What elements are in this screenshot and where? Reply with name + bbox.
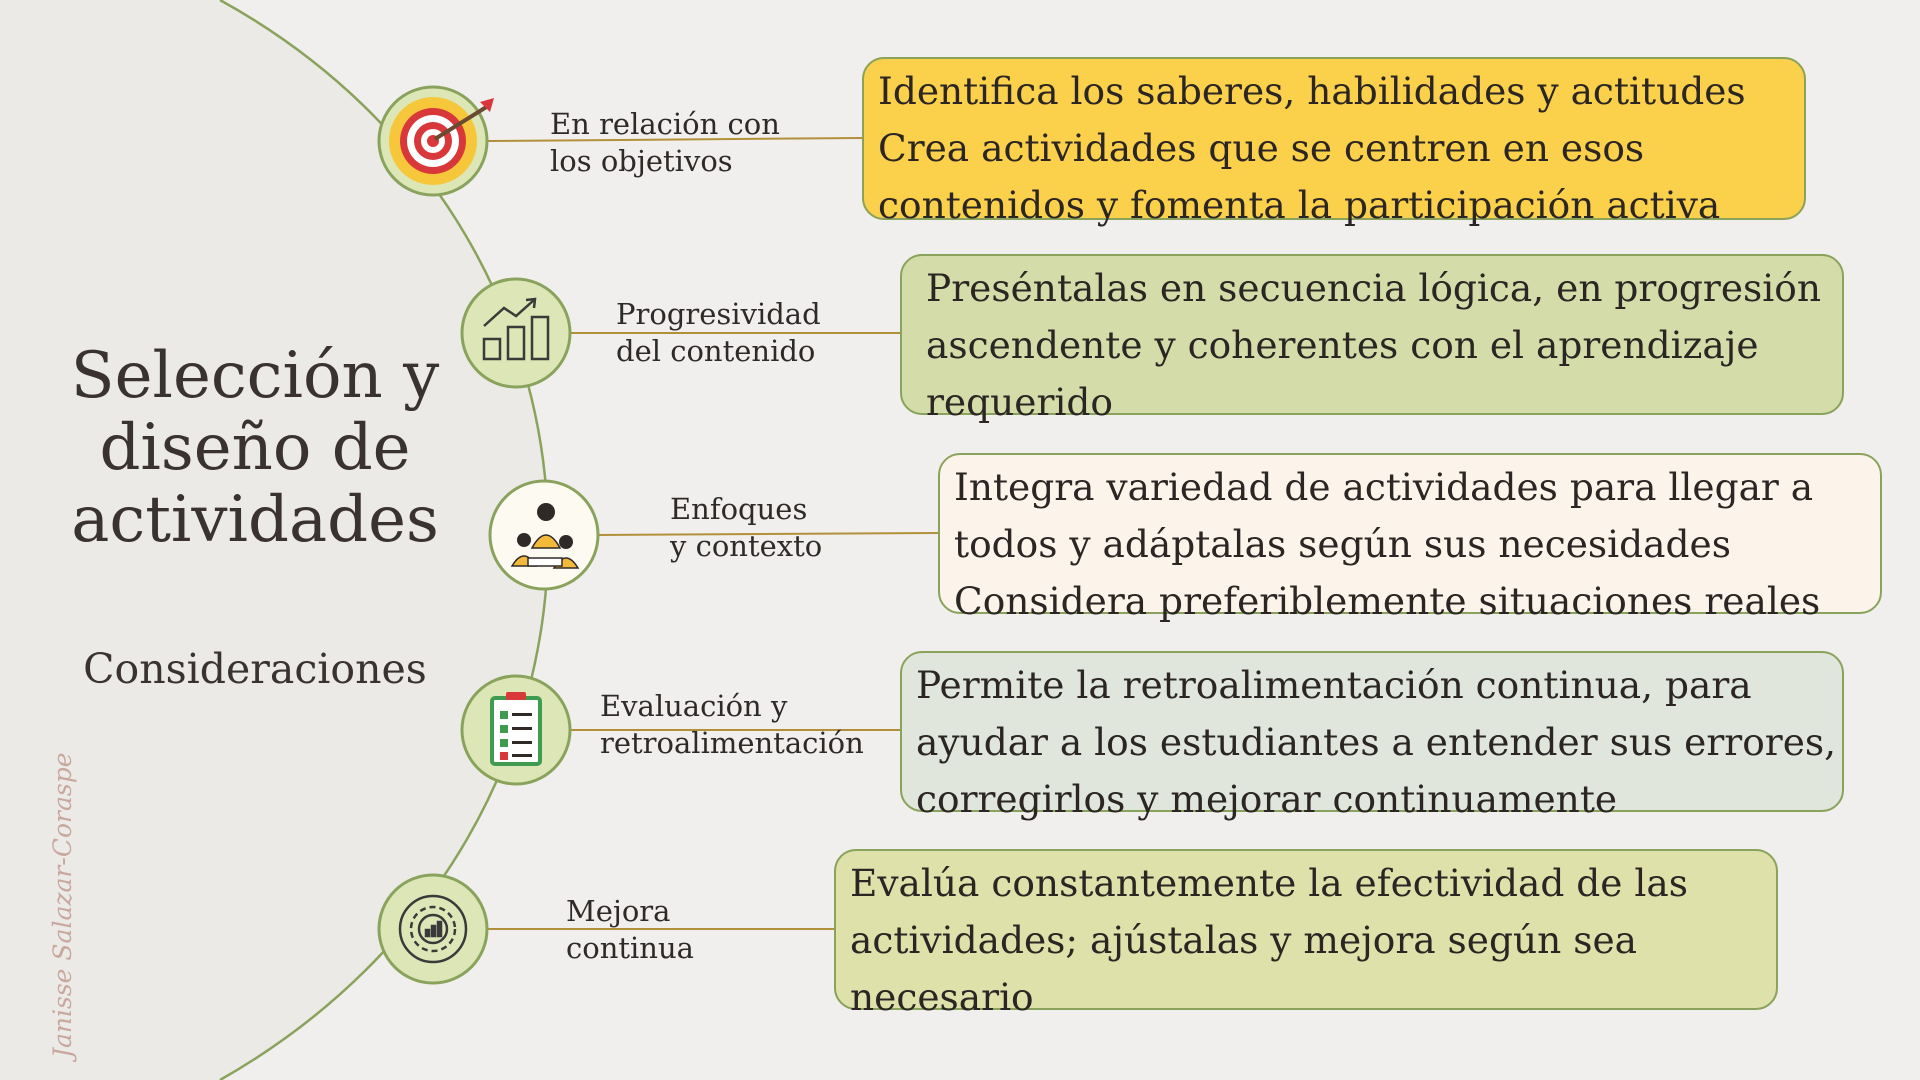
item-label-3-line-1: Enfoques [670, 492, 808, 526]
item-label-5 [566, 893, 694, 967]
item-label-5-line-2: continua [566, 931, 694, 965]
item-label-3 [670, 491, 822, 565]
main-title-line-2: diseño de [99, 411, 411, 485]
item-label-4-line-1: Evaluación y [600, 689, 788, 723]
content-box-1 [862, 57, 1806, 227]
checklist-clipboard-icon [492, 692, 540, 764]
content-box-4-line-1: Permite la retroalimentación continua, para [916, 663, 1752, 707]
content-box-3-line-3: Considera preferiblemente situaciones reales [954, 579, 1821, 623]
item-label-2-line-2: del contenido [616, 334, 816, 368]
content-box-4 [900, 651, 1844, 821]
item-label-1-line-1: En relación con [550, 107, 780, 141]
content-box-1-line-3: contenidos y fomenta la participación activa [878, 183, 1721, 227]
content-box-2-line-3: requerido [926, 380, 1113, 424]
content-box-1-line-2: Crea actividades que se centren en esos [878, 126, 1645, 170]
content-box-2-line-2: ascendente y coherentes con el aprendizaje [926, 323, 1759, 367]
content-box-2-line-1: Preséntalas en secuencia lógica, en progresión [926, 266, 1821, 310]
item-label-4 [600, 688, 864, 762]
content-box-4-line-3: corregirlos y mejorar continuamente [916, 777, 1618, 821]
content-box-5-line-2: actividades; ajústalas y mejora según sea [850, 918, 1638, 962]
item-label-4-line-2: retroalimentación [600, 726, 864, 760]
item-label-2-line-1: Progresividad [616, 297, 821, 331]
content-box-3-line-1: Integra variedad de actividades para llegar a [954, 465, 1814, 509]
content-box-2 [900, 254, 1844, 424]
content-box-3 [938, 453, 1882, 623]
content-box-3-line-2: todos y adáptalas según sus necesidades [954, 522, 1731, 566]
author-signature: Janisse Salazar-Coraspe [48, 752, 77, 1058]
main-title [55, 340, 455, 556]
item-label-5-line-1: Mejora [566, 894, 671, 928]
content-box-5-line-1: Evalúa constantemente la efectividad de las [850, 861, 1689, 905]
item-label-1 [550, 106, 780, 180]
icon-circle-2 [462, 279, 570, 387]
content-box-5 [834, 849, 1778, 1019]
subtitle: Consideraciones [83, 645, 427, 693]
item-label-2 [616, 296, 821, 370]
item-label-3-line-2: y contexto [670, 529, 823, 563]
content-box-1-line-1: Identifica los saberes, habilidades y actitudes [878, 69, 1746, 113]
content-box-4-line-2: ayudar a los estudiantes a entender sus errores, [916, 720, 1837, 764]
main-title-line-3: actividades [71, 483, 439, 557]
content-box-5-line-3: necesario [850, 975, 1034, 1019]
main-title-line-1: Selección y [70, 339, 440, 413]
item-label-1-line-2: los objetivos [550, 144, 733, 178]
